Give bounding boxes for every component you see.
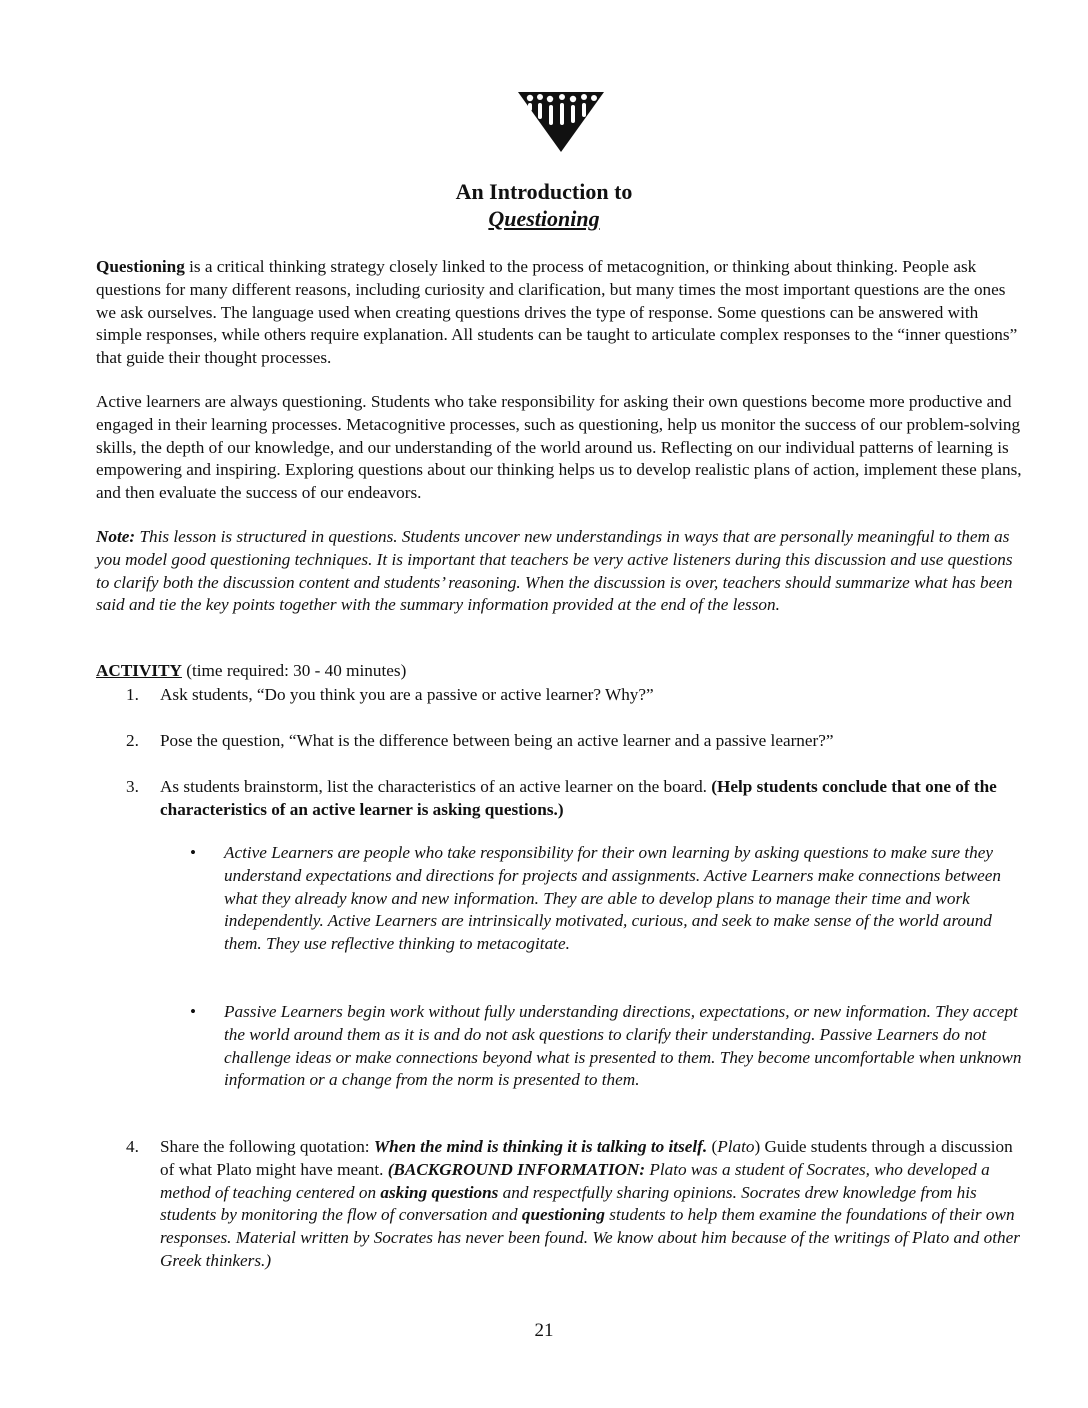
step-text-c: ) Guide students through a discussion of what Plato might have meant. (160, 1137, 1013, 1179)
intro-paragraph (96, 256, 1026, 370)
quote-author: Plato (717, 1137, 755, 1156)
step-text-b: ( (707, 1137, 718, 1156)
step-text-plain: As students brainstorm, list the characteristics of an active learner on the board. (160, 777, 712, 796)
step-text: Pose the question, “What is the difference between being an active learner and a passive learner?” (160, 731, 834, 750)
intro-text: is a critical thinking strategy closely linked to the process of metacognition, or thinking about thinking. People ask questions for many different reasons, including curiosity and clarification, but many times the most important questions are the ones we ask ourselves. The language used when creating questions drives the type of response. Some questions can be answered with simple responses, while others require explanation. All students can be taught to articulate complex responses to the “inner questions” that guide their thought processes. (96, 257, 1018, 368)
questioning-term: questioning (521, 1205, 605, 1225)
bullet-icon: • (190, 1002, 197, 1021)
intro-lead-term: Questioning (96, 257, 185, 276)
note-label: Note: (96, 527, 136, 546)
note-paragraph (96, 526, 1026, 617)
step-text-e: and respectfully sharing opinions. Socrates drew knowledge from his students by monitoring the flow of conversation and (160, 1182, 977, 1225)
people-triangle-logo-icon (516, 88, 606, 154)
step-text (160, 1136, 1026, 1273)
step-number: 2. (126, 731, 139, 750)
step-text-d: Plato was a student of Socrates, who developed a method of teaching centered on (160, 1159, 990, 1202)
activity-time: (time required: 30 - 40 minutes) (181, 661, 407, 680)
background-label: (BACKGROUND INFORMATION: (387, 1159, 646, 1179)
bullet-text: Active Learners are people who take responsibility for their own learning by asking questions to make sure they understand expectations and directions for projects and assignments. Active Learners make connections between what they already know and new information. They are able to develop plans to manage their time and work independently. Active Learners are intrinsically motivated, curious, and seek to make sense of the world around them. They use reflective thinking to metacogitate. (224, 843, 1001, 954)
step-number: 3. (126, 777, 139, 796)
step-number: 1. (126, 685, 139, 704)
asking-questions-term: asking questions (380, 1182, 499, 1202)
step-text-f: students to help them examine the foundations of their own responses. Material written by Socrates has never been found. We know about him because of the writings of Plato and other Greek thinkers.) (160, 1205, 1020, 1270)
step-text-a: Share the following quotation: (160, 1137, 374, 1156)
page-subtitle: Questioning (488, 206, 600, 231)
step-text-bold: (Help students conclude that one of the characteristics of an active learner is asking questions.) (160, 777, 997, 819)
step-text: Ask students, “Do you think you are a passive or active learner? Why?” (160, 685, 654, 704)
step-number: 4. (126, 1137, 139, 1156)
activity-heading-label: ACTIVITY (96, 661, 182, 680)
bullet-text: Passive Learners begin work without fully understanding directions, expectations, or new information. They accept the world around them as it is and do not ask questions to clarify their understanding. Passive Learners do not challenge ideas or make connections beyond what is presented to them. They become uncomfortable when unknown information or a change from the norm is presented to them. (224, 1002, 1022, 1090)
note-text: This lesson is structured in questions. Students uncover new understandings in ways that are personally meaningful to them as you model good questioning techniques. It is important that teachers be very active listeners during this discussion and use questions to clarify both the discussion content and students’ reasoning. When the discussion is over, teachers should summarize what has been said and tie the key points together with the summary information provided at the end of the lesson. (96, 527, 1013, 615)
activity-heading (96, 660, 406, 683)
active-learners-paragraph: Active learners are always questioning. Students who take responsibility for asking their own questions become more productive and engaged in their learning processes. Metacognitive processes, such as questioning, help us monitor the success of our problem-solving skills, the depth of our knowledge, and our understanding of the world around us. Reflecting on our individual patterns of learning is empowering and inspiring. Exploring questions about our thinking helps us to develop realistic plans of action, implement these plans, and then evaluate the success of our endeavors. (96, 392, 1022, 503)
plato-quote: When the mind is thinking it is talking to itself. (373, 1137, 708, 1156)
bullet-icon: • (190, 843, 197, 862)
step-text (160, 776, 1026, 822)
page-number: 21 (534, 1320, 554, 1341)
page-title: An Introduction to (455, 179, 633, 204)
